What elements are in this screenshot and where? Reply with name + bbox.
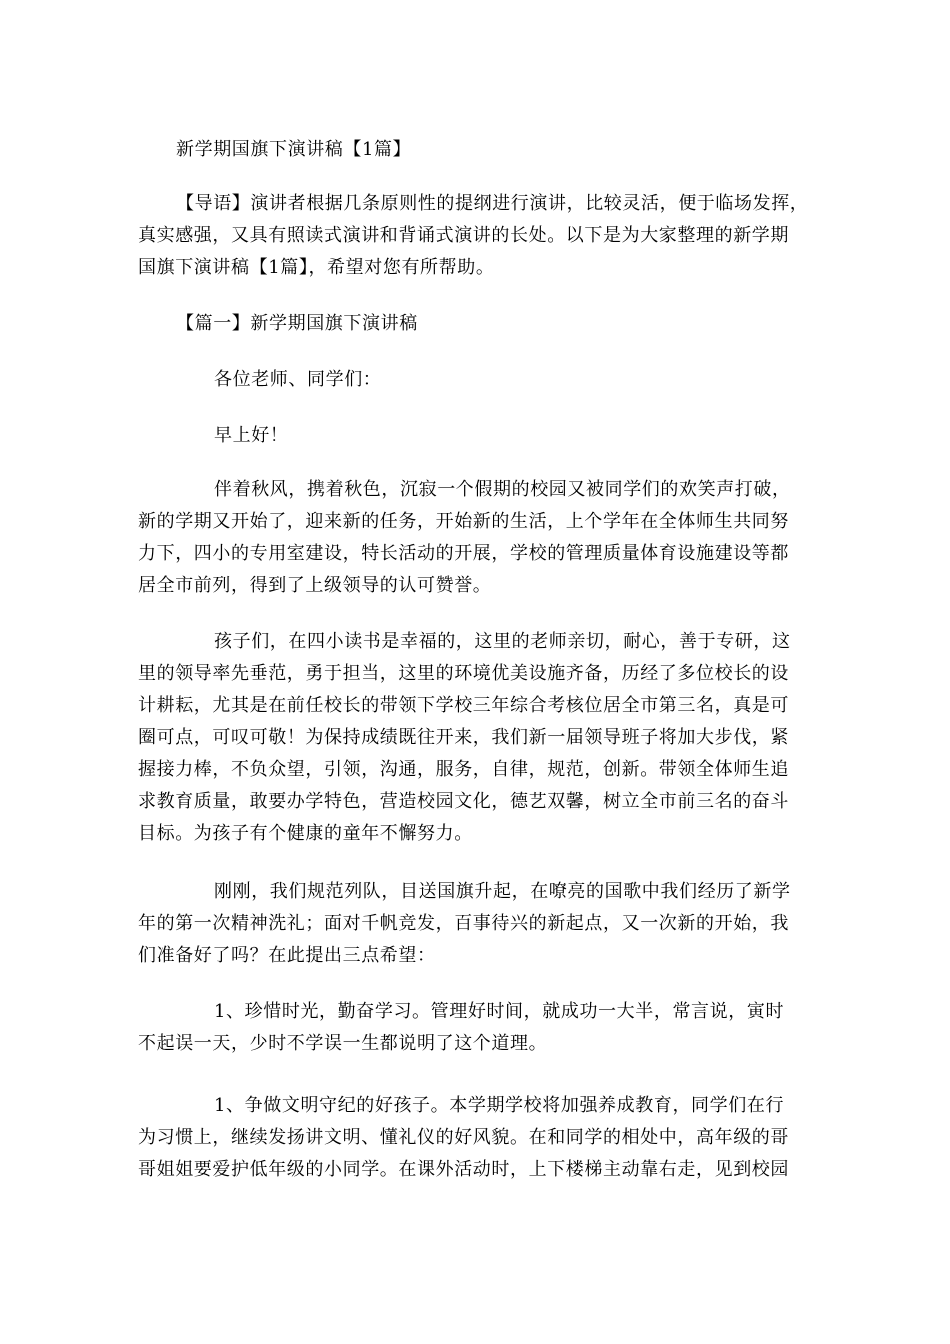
text-line: 计耕耘，尤其是在前任校长的带领下学校三年综合考核位居全市第三名，真是可 xyxy=(138,695,789,716)
text-line: 【导语】演讲者根据几条原则性的提纲进行演讲，比较灵活，便于临场发挥， xyxy=(176,193,809,214)
document-title xyxy=(176,134,411,166)
title-line: 新学期国旗下演讲稿【1篇】 xyxy=(176,139,412,160)
greeting-line: 早上好！ xyxy=(214,425,289,446)
text-line: 居全市前列，得到了上级领导的认可赞誉。 xyxy=(138,575,492,596)
body-paragraph-3 xyxy=(138,876,791,972)
text-line: 求教育质量，敢要办学特色，营造校园文化，德艺双馨，树立全市前三名的奋斗 xyxy=(138,791,789,812)
text-line: 目标。为孩子有个健康的童年不懈努力。 xyxy=(138,823,473,844)
greeting xyxy=(214,420,288,452)
text-line: 1、争做文明守纪的好孩子。本学期学校将加强养成教育，同学们在行 xyxy=(214,1095,785,1116)
intro-paragraph xyxy=(138,188,809,284)
salutation-line: 各位老师、同学们： xyxy=(214,369,382,390)
text-line: 不起误一天，少时不学误一生都说明了这个道理。 xyxy=(138,1033,548,1054)
point-1 xyxy=(138,996,785,1060)
text-line: 新的学期又开始了，迎来新的任务，开始新的生活，上个学年在全体师生共同努 xyxy=(138,511,789,532)
text-line: 真实感强，又具有照读式演讲和背诵式演讲的长处。以下是为大家整理的新学期 xyxy=(138,225,789,246)
body-paragraph-1 xyxy=(138,474,791,602)
body-paragraph-2 xyxy=(138,626,791,850)
text-line: 握接力棒，不负众望，引领，沟通，服务，自律，规范，创新。带领全体师生追 xyxy=(138,759,789,780)
text-line: 圈可点，可叹可敬！为保持成绩既往开来，我们新一届领导班子将加大步伐，紧 xyxy=(138,727,789,748)
text-line: 伴着秋风，携着秋色，沉寂一个假期的校园又被同学们的欢笑声打破， xyxy=(214,479,791,500)
text-line: 们准备好了吗？在此提出三点希望： xyxy=(138,945,436,966)
point-2 xyxy=(138,1090,789,1186)
text-line: 哥姐姐要爱护低年级的小同学。在课外活动时，上下楼梯主动靠右走，见到校园 xyxy=(138,1159,789,1180)
text-line: 里的领导率先垂范，勇于担当，这里的环境优美设施齐备，历经了多位校长的设 xyxy=(138,663,789,684)
salutation xyxy=(214,364,381,396)
text-line: 力下，四小的专用室建设，特长活动的开展，学校的管理质量体育设施建设等都 xyxy=(138,543,789,564)
heading-line: 【篇一】新学期国旗下演讲稿 xyxy=(176,313,418,334)
text-line: 孩子们，在四小读书是幸福的，这里的老师亲切，耐心，善于专研，这 xyxy=(214,631,791,652)
text-line: 国旗下演讲稿【1篇】，希望对您有所帮助。 xyxy=(138,257,495,278)
text-line: 刚刚，我们规范列队，目送国旗升起，在嘹亮的国歌中我们经历了新学 xyxy=(214,881,791,902)
text-line: 年的第一次精神洗礼；面对千帆竞发，百事待兴的新起点，又一次新的开始，我 xyxy=(138,913,789,934)
text-line: 1、珍惜时光，勤奋学习。管理好时间，就成功一大半，常言说，寅时 xyxy=(214,1001,785,1022)
text-line: 为习惯上，继续发扬讲文明、懂礼仪的好风貌。在和同学的相处中，高年级的哥 xyxy=(138,1127,789,1148)
section-heading xyxy=(176,308,418,340)
